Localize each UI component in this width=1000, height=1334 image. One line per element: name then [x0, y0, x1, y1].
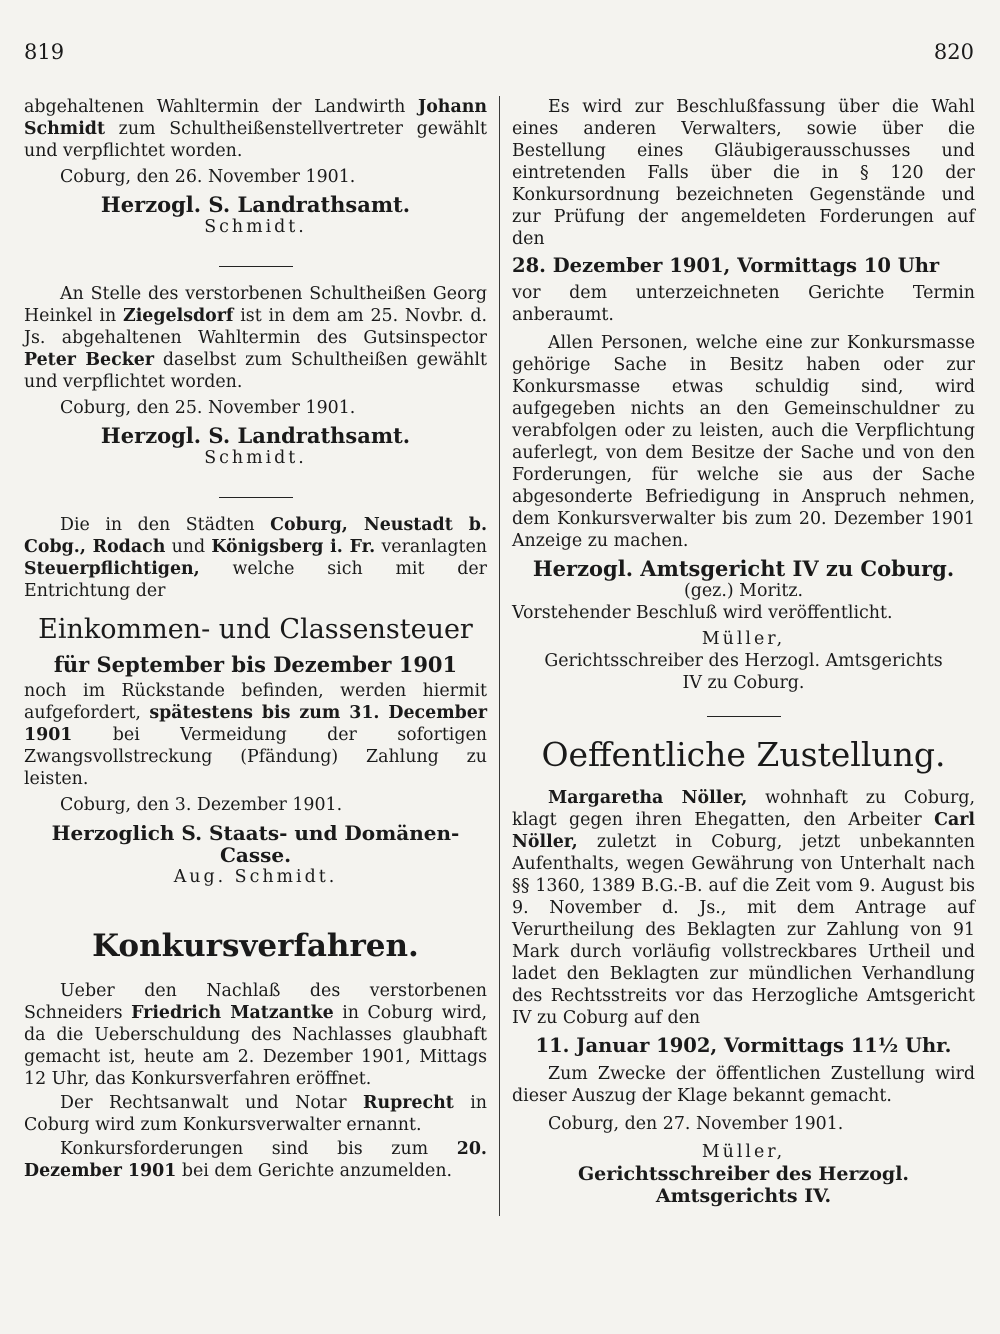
clerk-name: Müller,: [701, 1142, 786, 1162]
paragraph: Margaretha Nöller, wohnhaft zu Coburg, klagt gegen ihren Ehegatten, den Arbeiter Carl Nöller, zuletzt in Coburg, jetzt unbekannten Aufenthalts, wegen Gewährung von Unterhalt nach §§ 1360, 1389 B.G.-B. auf die Zeit vom 9. August bis 9. November d. Js., mit dem Antrage auf Verurtheilung des Beklagten zur Zahlung von 91 Mark durch vorläufig vollstreckbares Urtheil und ladet den Beklagten zur mündlichen Verhandlung des Rechtsstreits vor das Herzogliche Amtsgericht IV zu Coburg auf den: [512, 788, 976, 1028]
person-name: Ruprecht: [363, 1093, 454, 1113]
signer-name: Aug. Schmidt.: [173, 867, 338, 887]
place-date: Coburg, den 26. November 1901.: [60, 167, 356, 187]
person-name: Carl Nöller,: [512, 810, 975, 852]
subject: Steuerpflichtigen,: [24, 559, 200, 579]
section-divider: [219, 497, 293, 498]
hearing-date: 28. Dezember 1901, Vormittags 10 Uhr: [512, 254, 940, 277]
right-column: [512, 96, 975, 1207]
notice-mayor-election: [24, 283, 487, 469]
signer-name: Schmidt.: [204, 448, 307, 468]
paragraph: Konkursforderungen sind bis zum 20. Dezember 1901 bei dem Gerichte anzumelden.: [24, 1139, 487, 1181]
paragraph: Der Rechtsanwalt und Notar Ruprecht in Coburg wird zum Konkursverwalter ernannt.: [24, 1093, 487, 1135]
paragraph: Ueber den Nachlaß des verstorbenen Schneiders Friedrich Matzantke in Coburg wird, da die Ueberschuldung des Nachlasses glaubhaft gemacht ist, heute am 2. Dezember 1901, Mittags 12 Uhr, das Konkursverfahren eröffnet.: [24, 981, 488, 1089]
notice-public-service: [512, 787, 975, 1207]
publication-note: Vorstehender Beschluß wird veröffentlicht.: [512, 603, 893, 623]
town-names: Coburg, Neustadt b. Cobg., Rodach: [24, 515, 487, 557]
section-heading: Oeffentliche Zustellung.: [541, 735, 946, 774]
place-name: Ziegelsdorf: [123, 306, 234, 326]
clerk-title: Gerichtsschreiber des Herzogl. Amtsgerichts IV zu Coburg.: [544, 651, 943, 693]
notice-tax-arrears: [24, 514, 487, 888]
clerk-title: Gerichtsschreiber des Herzogl. Amtsgerichts IV.: [577, 1163, 910, 1207]
page-number-left: 819: [24, 40, 65, 64]
person-name: Margaretha Nöller,: [548, 788, 748, 808]
authority-signature: Herzogl. S. Landrathsamt.: [100, 192, 411, 217]
clerk-name: Müller,: [701, 629, 786, 649]
notice-body-cont: noch im Rückstande befinden, werden hiermit aufgefordert, spätestens bis zum 31. December 1901 bei Vermeidung der sofortigen Zwangsvollstreckung (Pfändung) Zahlung zu leisten.: [24, 681, 487, 789]
page-number-right: 820: [933, 40, 974, 64]
court-signature: Herzogl. Amtsgericht IV zu Coburg.: [532, 556, 955, 581]
tax-heading: Einkommen- und Classensteuer: [38, 614, 473, 645]
person-name: Johann Schmidt: [24, 97, 487, 139]
signed-name: (gez.) Moritz.: [683, 581, 804, 601]
left-column: [24, 96, 487, 1182]
paragraph: Zum Zwecke der öffentlichen Zustellung wird dieser Auszug der Klage bekannt gemacht.: [512, 1064, 975, 1106]
tax-period: für September bis Dezember 1901: [53, 652, 458, 677]
person-name: Peter Becker: [24, 350, 154, 370]
place-date: Coburg, den 25. November 1901.: [60, 398, 356, 418]
deadline: spätestens bis zum 31. December 1901: [24, 703, 487, 745]
person-name: Friedrich Matzantke: [131, 1003, 334, 1023]
section-divider: [219, 266, 293, 267]
town-name: Königsberg i. Fr.: [211, 537, 376, 557]
paragraph: vor dem unterzeichneten Gerichte Termin anberaumt.: [512, 283, 975, 325]
deadline: 20. Dezember 1901: [24, 1139, 487, 1181]
column-divider: [499, 96, 500, 1216]
notice-body: An Stelle des verstorbenen Schultheißen Georg Heinkel in Ziegelsdorf ist in dem am 25. Novbr. d. Js. abgehaltenen Wahltermin des Gutsinspector Peter Becker daselbst zum Schultheißen gewählt und verpflichtet worden.: [24, 284, 487, 392]
paragraph: Allen Personen, welche eine zur Konkursmasse gehörige Sache in Besitz haben oder zur Konkursmasse etwas schuldig sind, wird aufgegeben nichts an den Gemeinschuldner zu verabfolgen oder zu leisten, auch die Verpflichtung auferlegt, von dem Besitze der Sache und von den Forderungen, für welche sie aus der Sache abgesonderte Befriedigung in Anspruch nehmen, dem Konkursverwalter bis zum 20. Dezember 1901 Anzeige zu machen.: [512, 333, 975, 551]
signer-name: Schmidt.: [204, 217, 307, 237]
notice-bankruptcy-continued: [512, 96, 975, 694]
notice-bankruptcy: [24, 980, 487, 1182]
notice-body: abgehaltenen Wahltermin der Landwirth Johann Schmidt zum Schultheißenstellvertreter gewählt und verpflichtet worden.: [24, 97, 487, 161]
hearing-date: 11. Januar 1902, Vormittags 11½ Uhr.: [535, 1034, 952, 1057]
notice-deputy-election: [24, 96, 487, 238]
notice-body: Die in den Städten Coburg, Neustadt b. Cobg., Rodach und Königsberg i. Fr. veranlagten Steuerpflichtigen, welche sich mit der Entrichtung der: [24, 515, 487, 601]
place-date: Coburg, den 27. November 1901.: [548, 1114, 844, 1134]
paragraph: Es wird zur Beschlußfassung über die Wahl eines anderen Verwalters, sowie über die Bestellung eines Gläubigerausschusses und eintretenden Falls über die in § 120 der Konkursordnung bezeichneten Gegenstände und zur Prüfung der angemeldeten Forderungen auf den: [512, 97, 975, 249]
section-divider: [707, 716, 781, 717]
authority-signature: Herzogl. S. Landrathsamt.: [100, 423, 411, 448]
authority-signature: Herzoglich S. Staats- und Domänen-Casse.: [51, 821, 460, 867]
place-date: Coburg, den 3. Dezember 1901.: [60, 795, 343, 815]
section-heading: Konkursverfahren.: [92, 928, 419, 964]
